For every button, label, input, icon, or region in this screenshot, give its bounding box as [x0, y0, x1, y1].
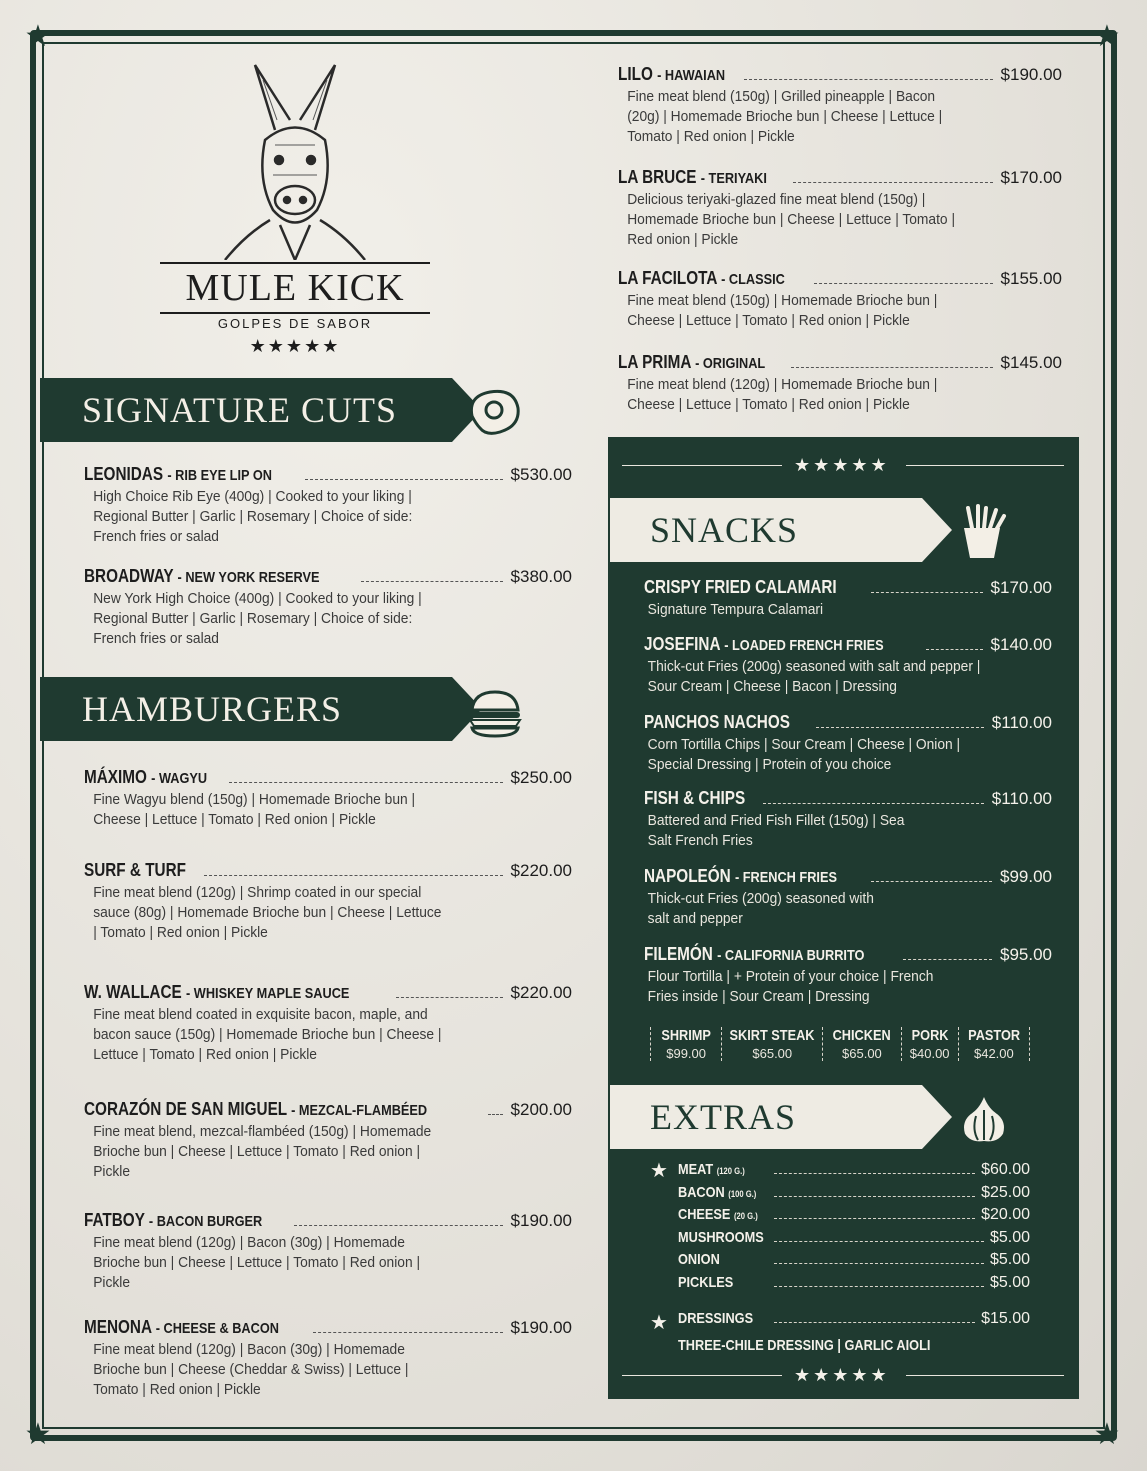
extra-item-pickles — [678, 1274, 1030, 1292]
mule-logo — [165, 60, 425, 260]
item-description: Fine meat blend (120g) | Bacon (30g) | Homemade Brioche bun | Cheese | Lettuce | Tomato | Red onion | Pickle — [93, 1234, 421, 1291]
item-name: FILEMÓN - CALIFORNIA BURRITO — [644, 944, 865, 964]
divider-line — [622, 1375, 782, 1376]
protein-option — [721, 1027, 822, 1061]
leader-dots — [313, 1332, 502, 1333]
divider-stars: ★★★★★ — [794, 1365, 890, 1386]
extra-price: $5.00 — [989, 1229, 1030, 1246]
extra-name: CHEESE (20 G.) — [678, 1206, 758, 1223]
leader-dots — [814, 283, 992, 284]
garlic-icon — [954, 1090, 1014, 1146]
item-description: New York High Choice (400g) | Cooked to your liking | Regional Butter | Garlic | Rosemary | Choice of side: French fries or salad — [93, 590, 422, 647]
item-description: Fine Wagyu blend (150g) | Homemade Brioche bun | Cheese | Lettuce | Tomato | Red onion | Pickle — [93, 791, 416, 828]
extra-name: MUSHROOMS — [678, 1229, 764, 1246]
divider-line — [906, 1375, 1064, 1376]
extra-name: PICKLES — [678, 1274, 734, 1291]
item-price: $140.00 — [990, 635, 1052, 654]
leader-dots — [204, 875, 503, 876]
item-price: $155.00 — [1000, 269, 1062, 288]
leader-dots — [926, 649, 983, 650]
extra-item-dressings — [678, 1310, 1030, 1328]
section-banner-hamburgers: HAMBURGERS — [40, 677, 452, 741]
extra-price: $15.00 — [981, 1310, 1030, 1327]
item-description: Battered and Fried Fish Fillet (150g) | Sea Salt French Fries — [647, 812, 905, 849]
extra-price: $25.00 — [981, 1184, 1030, 1201]
item-description: Fine meat blend, mezcal-flambéed (150g) | Homemade Brioche bun | Cheese | Lettuce | Tomato | Red onion | Pickle — [93, 1123, 432, 1180]
item-price: $250.00 — [510, 768, 572, 787]
item-name: CORAZÓN DE SAN MIGUEL - MEZCAL-FLAMBÉED — [84, 1099, 428, 1119]
extra-item-meat — [678, 1161, 1030, 1179]
menu-item-la-facilota — [618, 268, 1062, 331]
item-price: $190.00 — [510, 1318, 572, 1337]
protein-price: $42.00 — [973, 1046, 1014, 1061]
extra-price: $5.00 — [989, 1274, 1030, 1291]
item-name: W. WALLACE - WHISKEY MAPLE SAUCE — [84, 982, 350, 1002]
protein-price: $99.00 — [666, 1046, 706, 1061]
protein-name: CHICKEN — [832, 1027, 891, 1044]
snack-item-josefina — [644, 634, 1052, 697]
protein-name: SHRIMP — [661, 1027, 711, 1044]
item-description: Flour Tortilla | + Protein of your choice | French Fries inside | Sour Cream | Dressing — [647, 968, 934, 1005]
extra-name: BACON (100 G.) — [678, 1184, 757, 1201]
item-price: $110.00 — [991, 713, 1052, 732]
leader-dots — [294, 1225, 503, 1226]
extra-item-bacon — [678, 1184, 1030, 1202]
menu-item-surf-turf — [84, 860, 572, 943]
brand-rating-stars: ★★★★★ — [249, 336, 341, 357]
extra-item-cheese — [678, 1206, 1030, 1224]
item-description: Fine meat blend (150g) | Homemade Brioche bun | Cheese | Lettuce | Tomato | Red onion | Pickle — [627, 292, 938, 329]
item-description: Corn Tortilla Chips | Sour Cream | Cheese | Onion | Special Dressing | Protein of you choice — [647, 736, 961, 773]
menu-item-la-prima — [618, 352, 1062, 415]
fries-icon — [956, 502, 1008, 562]
leader-dots — [305, 479, 502, 480]
item-price: $145.00 — [1000, 353, 1062, 372]
leader-dots — [774, 1173, 975, 1174]
item-description: Fine meat blend (120g) | Bacon (30g) | Homemade Brioche bun | Cheese (Cheddar & Swiss) | Lettuce | Tomato | Red onion | Pickle — [93, 1341, 409, 1398]
menu-item-corazon-de-san-miguel — [84, 1099, 572, 1182]
extra-name: ONION — [678, 1251, 720, 1268]
protein-option — [901, 1027, 958, 1061]
item-price: $190.00 — [510, 1211, 572, 1230]
leader-dots — [774, 1196, 975, 1197]
menu-item-menona — [84, 1317, 572, 1400]
item-name: LA FACILOTA - CLASSIC — [618, 268, 785, 288]
leader-dots — [793, 182, 992, 183]
divider-stars: ★★★★★ — [794, 455, 890, 476]
snack-item-panchos-nachos — [644, 712, 1052, 775]
star-icon: ★ — [650, 1310, 668, 1334]
snack-item-calamari — [644, 577, 1052, 620]
item-name: SURF & TURF — [84, 860, 186, 880]
item-price: $220.00 — [510, 861, 572, 880]
item-description: Fine meat blend coated in exquisite bacon, maple, and bacon sauce (150g) | Homemade Brioche bun | Cheese | Lettuce | Tomato | Red onion | Pickle — [93, 1006, 442, 1063]
extra-item-onion — [678, 1251, 1030, 1269]
leader-dots — [763, 803, 984, 804]
star-icon: ★ — [24, 1417, 52, 1452]
leader-dots — [871, 592, 983, 593]
item-price: $170.00 — [1000, 168, 1062, 187]
item-price: $530.00 — [510, 465, 572, 484]
leader-dots — [871, 881, 992, 882]
burger-icon — [466, 688, 524, 738]
item-description: Fine meat blend (120g) | Homemade Brioche bun | Cheese | Lettuce | Tomato | Red onion | Pickle — [627, 376, 938, 413]
leader-dots — [488, 1114, 503, 1115]
section-banner-signature-cuts: SIGNATURE CUTS — [40, 378, 452, 442]
extra-item-mushrooms — [678, 1229, 1030, 1247]
menu-item-la-bruce — [618, 167, 1062, 250]
item-price: $99.00 — [1000, 867, 1052, 886]
menu-item-broadway — [84, 566, 572, 649]
item-name: JOSEFINA - LOADED FRENCH FRIES — [644, 634, 884, 654]
item-price: $380.00 — [510, 567, 572, 586]
protein-options — [650, 1027, 1030, 1061]
item-price: $95.00 — [1000, 945, 1052, 964]
leader-dots — [774, 1286, 984, 1287]
item-name: LILO - HAWAIAN — [618, 64, 726, 84]
menu-item-w-wallace — [84, 982, 572, 1065]
item-name: LA BRUCE - TERIYAKI — [618, 167, 767, 187]
leader-dots — [744, 79, 993, 80]
item-name: BROADWAY - NEW YORK RESERVE — [84, 566, 320, 586]
extra-name: MEAT (120 G.) — [678, 1161, 745, 1178]
item-price: $200.00 — [510, 1100, 572, 1119]
snack-item-fish-chips — [644, 788, 1052, 851]
item-description: High Choice Rib Eye (400g) | Cooked to your liking | Regional Butter | Garlic | Rosemary | Choice of side: French fries or salad — [93, 488, 413, 545]
brand-tagline: GOLPES DE SABOR — [217, 316, 373, 331]
protein-option — [822, 1027, 900, 1061]
protein-price: $40.00 — [909, 1046, 950, 1061]
menu-item-fatboy — [84, 1210, 572, 1293]
section-banner-snacks: SNACKS — [610, 498, 922, 562]
leader-dots — [791, 367, 992, 368]
leader-dots — [816, 727, 984, 728]
leader-dots — [229, 782, 503, 783]
steak-icon — [464, 386, 522, 442]
divider-line — [622, 465, 782, 466]
menu-item-maximo — [84, 767, 572, 830]
star-icon: ★ — [650, 1158, 668, 1182]
item-name: FISH & CHIPS — [644, 788, 746, 808]
leader-dots — [774, 1241, 984, 1242]
extra-price: $20.00 — [981, 1206, 1030, 1223]
item-name: LA PRIMA - ORIGINAL — [618, 352, 766, 372]
item-description: Signature Tempura Calamari — [647, 601, 824, 618]
dressing-options: THREE-CHILE DRESSING | GARLIC AIOLI — [678, 1337, 931, 1354]
item-description: Delicious teriyaki-glazed fine meat blend (150g) | Homemade Brioche bun | Cheese | Lettuce | Tomato | Red onion | Pickle — [627, 191, 956, 248]
leader-dots — [774, 1322, 975, 1323]
leader-dots — [396, 997, 502, 998]
item-price: $190.00 — [1000, 65, 1062, 84]
item-description: Fine meat blend (150g) | Grilled pineapple | Bacon (20g) | Homemade Brioche bun | Cheese | Lettuce | Tomato | Red onion | Pickle — [627, 88, 943, 145]
leader-dots — [361, 581, 503, 582]
protein-option — [650, 1027, 721, 1061]
extra-price: $60.00 — [981, 1161, 1030, 1178]
leader-dots — [903, 959, 992, 960]
item-name: MENONA - CHEESE & BACON — [84, 1317, 279, 1337]
protein-name: PORK — [911, 1027, 949, 1044]
star-icon: ★ — [1093, 1417, 1121, 1452]
protein-option — [958, 1027, 1030, 1061]
item-description: Thick-cut Fries (200g) seasoned with salt and pepper | Sour Cream | Cheese | Bacon | Dressing — [647, 658, 981, 695]
snack-item-napoleon — [644, 866, 1052, 929]
item-description: Thick-cut Fries (200g) seasoned with salt and pepper — [647, 890, 874, 927]
item-name: NAPOLEÓN - FRENCH FRIES — [644, 866, 837, 886]
brand-name: MULE KICK — [160, 262, 430, 314]
item-name: PANCHOS NACHOS — [644, 712, 790, 732]
protein-price: $65.00 — [842, 1046, 882, 1061]
extra-price: $5.00 — [989, 1251, 1030, 1268]
item-name: FATBOY - BACON BURGER — [84, 1210, 263, 1230]
star-icon: ★ — [24, 19, 52, 54]
divider-line — [906, 465, 1064, 466]
item-name: MÁXIMO - WAGYU — [84, 767, 208, 787]
leader-dots — [774, 1218, 975, 1219]
snack-item-filemon — [644, 944, 1052, 1007]
item-price: $220.00 — [510, 983, 572, 1002]
item-name: CRISPY FRIED CALAMARI — [644, 577, 837, 597]
item-description: Fine meat blend (120g) | Shrimp coated in our special sauce (80g) | Homemade Brioche bun | Cheese | Lettuce | Tomato | Red onion | Pickle — [93, 884, 442, 941]
star-icon: ★ — [1093, 19, 1121, 54]
protein-price: $65.00 — [752, 1046, 793, 1061]
item-name: LEONIDAS - RIB EYE LIP ON — [84, 464, 272, 484]
leader-dots — [774, 1263, 984, 1264]
protein-name: SKIRT STEAK — [729, 1027, 815, 1044]
extra-name: DRESSINGS — [678, 1310, 754, 1327]
section-banner-extras: EXTRAS — [610, 1085, 922, 1149]
menu-item-leonidas — [84, 464, 572, 547]
item-price: $170.00 — [990, 578, 1052, 597]
item-price: $110.00 — [991, 789, 1052, 808]
protein-name: PASTOR — [967, 1027, 1020, 1044]
menu-item-lilo — [618, 64, 1062, 147]
